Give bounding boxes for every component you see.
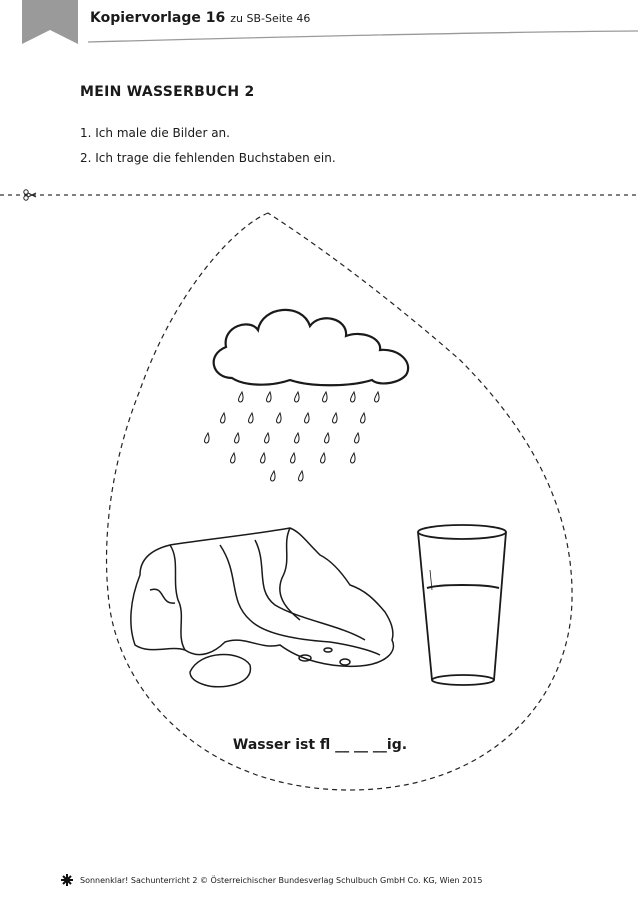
- publisher-logo-icon: [60, 873, 74, 887]
- raindrop-icon: [295, 433, 300, 443]
- task-1: 1. Ich male die Bilder an.: [80, 126, 230, 140]
- raindrop-icon: [333, 413, 338, 423]
- raindrop-icon: [265, 433, 270, 443]
- rain-drops: [205, 392, 380, 481]
- header-rule: [88, 30, 640, 50]
- raindrop-icon: [267, 392, 272, 402]
- header-sub: zu SB-Seite 46: [230, 12, 311, 25]
- page-footer: [60, 873, 482, 887]
- cloud-icon: [214, 310, 408, 385]
- page-header: [90, 10, 310, 32]
- raindrop-icon: [351, 453, 356, 463]
- raindrop-icon: [295, 392, 300, 402]
- raindrop-icon: [205, 433, 210, 443]
- footer-text: Sonnenklar! Sachunterricht 2 © Österreichischer Bundesverlag Schulbuch GmbH Co. KG, Wien 2015: [80, 875, 483, 885]
- raindrop-icon: [351, 392, 356, 402]
- raindrop-icon: [261, 453, 266, 463]
- raindrop-icon: [235, 433, 240, 443]
- page-title: MEIN WASSERBUCH 2: [80, 84, 255, 100]
- raindrop-icon: [231, 453, 236, 463]
- raindrop-icon: [325, 433, 330, 443]
- raindrop-icon: [361, 413, 366, 423]
- corner-tab: [0, 0, 90, 60]
- task-2: 2. Ich trage die fehlenden Buchstaben ein.: [80, 151, 336, 165]
- raindrop-icon: [355, 433, 360, 443]
- raindrop-icon: [239, 392, 244, 402]
- raindrop-icon: [221, 413, 226, 423]
- raindrop-icon: [323, 392, 328, 402]
- raindrop-icon: [277, 413, 282, 423]
- raindrop-icon: [291, 453, 296, 463]
- drop-illustration: [0, 200, 640, 800]
- water-glass-icon: [418, 525, 506, 685]
- raindrop-icon: [321, 453, 326, 463]
- raindrop-icon: [305, 413, 310, 423]
- stream-icon: [131, 528, 394, 687]
- raindrop-icon: [271, 471, 276, 481]
- drop-outline: [107, 213, 573, 790]
- raindrop-icon: [249, 413, 254, 423]
- raindrop-icon: [375, 392, 380, 402]
- header-label: Kopiervorlage 16: [90, 10, 226, 26]
- raindrop-icon: [299, 471, 304, 481]
- fill-in-sentence: Wasser ist fl __ __ __ig.: [232, 737, 408, 753]
